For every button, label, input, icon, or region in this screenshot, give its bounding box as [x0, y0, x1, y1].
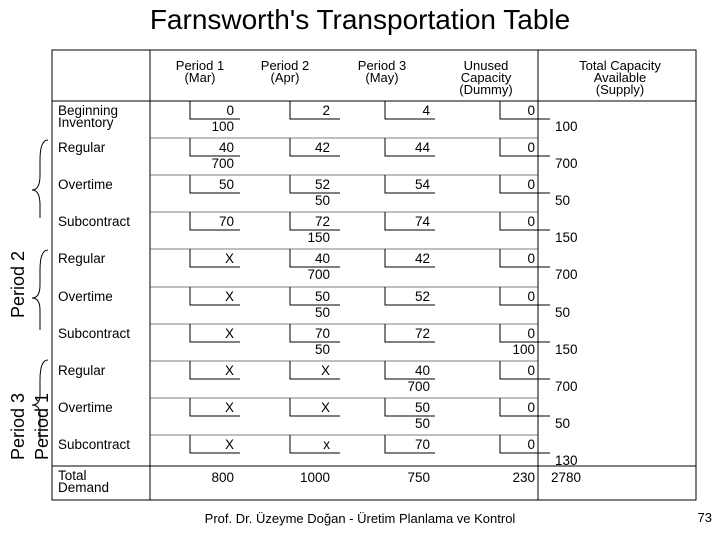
header-period1-line2: (Mar): [184, 70, 216, 85]
unit-cost: 50: [314, 289, 330, 304]
unit-cost: 0: [527, 437, 535, 452]
unit-cost: 50: [218, 177, 234, 192]
unit-cost: 0: [527, 103, 535, 118]
allocation-value: 100: [512, 342, 535, 357]
capacity-value: 100: [555, 119, 578, 134]
header-total-line2: Available: [593, 70, 647, 85]
capacity-value: 50: [555, 193, 571, 208]
unit-cost: 0: [527, 326, 535, 341]
unit-cost: 0: [226, 103, 234, 118]
unit-cost: 0: [527, 177, 535, 192]
unit-cost: 4: [422, 103, 430, 118]
row-label-line: Subcontract: [58, 437, 131, 452]
header-period3-line2: (May): [365, 70, 399, 85]
row-label: [58, 179, 148, 191]
bracket-period2: [32, 250, 48, 330]
demand-value: 1000: [299, 470, 330, 485]
capacity-value: 130: [555, 453, 578, 468]
row-label: [58, 439, 148, 451]
unit-cost: 44: [414, 140, 430, 155]
unit-cost: 42: [314, 140, 330, 155]
unit-cost: 52: [314, 177, 330, 192]
unit-cost: 0: [527, 214, 535, 229]
allocation-value: 50: [314, 193, 330, 208]
page-title: Farnsworth's Transportation Table: [149, 4, 571, 35]
allocation-value: 700: [307, 267, 330, 282]
row-label-line: Beginning: [58, 103, 119, 118]
row-label: [58, 253, 148, 265]
row-label: [58, 402, 148, 414]
allocation-value: 50: [314, 305, 330, 320]
page-number: 73: [697, 510, 712, 525]
unit-cost: 54: [414, 177, 430, 192]
allocation-value: 100: [211, 119, 234, 134]
unit-cost: X: [224, 326, 234, 341]
unit-cost: 52: [414, 289, 430, 304]
row-label: [58, 291, 148, 303]
capacity-value: 150: [555, 342, 578, 357]
header-period1-line1: Period 1: [175, 58, 225, 73]
allocation-value: 50: [414, 416, 430, 431]
unit-cost: X: [320, 363, 330, 378]
row-label: [58, 216, 148, 228]
unit-cost: 0: [527, 363, 535, 378]
header-total-line3: (Supply): [595, 82, 645, 97]
unit-cost: 0: [527, 140, 535, 155]
row-label-line: Overtime: [58, 400, 113, 415]
unit-cost: X: [224, 251, 234, 266]
unit-cost: X: [224, 289, 234, 304]
row-label: [58, 365, 148, 377]
row-label-line: Overtime: [58, 289, 113, 304]
allocation-value: 150: [307, 230, 330, 245]
demand-value: 800: [211, 470, 234, 485]
capacity-value: 700: [555, 156, 578, 171]
unit-cost: 70: [218, 214, 234, 229]
header-period2-line1: Period 2: [260, 58, 310, 73]
header-period3-line1: Period 3: [357, 58, 407, 73]
header-unused-line2: Capacity: [460, 70, 512, 85]
row-label: [58, 328, 148, 340]
row-label-line: Subcontract: [58, 326, 131, 341]
unit-cost: 70: [314, 326, 330, 341]
unit-cost: 40: [414, 363, 430, 378]
unit-cost: 74: [414, 214, 430, 229]
header-total-line1: Total Capacity: [579, 58, 661, 73]
capacity-value: 50: [555, 416, 571, 431]
period2-side-label: Period 2: [8, 250, 28, 318]
total-capacity: 2780: [551, 470, 582, 485]
bracket-period3: [32, 360, 48, 440]
header-period2-line2: (Apr): [270, 70, 300, 85]
unit-cost: 0: [527, 400, 535, 415]
unit-cost: 40: [314, 251, 330, 266]
row-label-line: Regular: [58, 140, 106, 155]
unit-cost: X: [224, 437, 234, 452]
row-label-line: Inventory: [58, 115, 114, 130]
demand-label-line: Demand: [58, 480, 110, 495]
allocation-value: 700: [407, 379, 430, 394]
unit-cost: 50: [414, 400, 430, 415]
period-brackets: [32, 140, 48, 440]
row-label-line: Regular: [58, 251, 106, 266]
unit-cost: 0: [527, 251, 535, 266]
header-unused-line3: (Dummy): [459, 82, 513, 97]
unit-cost: X: [320, 400, 330, 415]
row-label: [58, 142, 148, 154]
unit-cost: 40: [218, 140, 234, 155]
bracket-period1: [32, 140, 48, 218]
demand-value: 750: [407, 470, 430, 485]
unit-cost: 70: [414, 437, 430, 452]
demand-label-line: Total: [58, 468, 87, 483]
header-unused-line1: Unused: [463, 58, 509, 73]
row-label: [58, 105, 148, 129]
unit-cost: 72: [314, 214, 330, 229]
allocation-value: 50: [314, 342, 330, 357]
row-label-line: Overtime: [58, 177, 113, 192]
capacity-value: 700: [555, 379, 578, 394]
capacity-value: 50: [555, 305, 571, 320]
period1-side-label: Period 1: [32, 392, 52, 460]
unit-cost: X: [224, 363, 234, 378]
allocation-value: 700: [211, 156, 234, 171]
row-label-line: Regular: [58, 363, 106, 378]
period3-side-label: Period 3: [8, 392, 28, 460]
unit-cost: x: [323, 437, 330, 452]
unit-cost: 42: [414, 251, 430, 266]
capacity-value: 150: [555, 230, 578, 245]
unit-cost: 72: [414, 326, 430, 341]
unit-cost: 2: [322, 103, 330, 118]
unit-cost: 0: [527, 289, 535, 304]
footer-credit: Prof. Dr. Üzeyme Doğan - Üretim Planlama ve Kontrol: [204, 511, 516, 526]
demand-label: [58, 470, 148, 494]
capacity-value: 700: [555, 267, 578, 282]
row-label-line: Subcontract: [58, 214, 131, 229]
demand-value: 230: [512, 470, 535, 485]
unit-cost: X: [224, 400, 234, 415]
